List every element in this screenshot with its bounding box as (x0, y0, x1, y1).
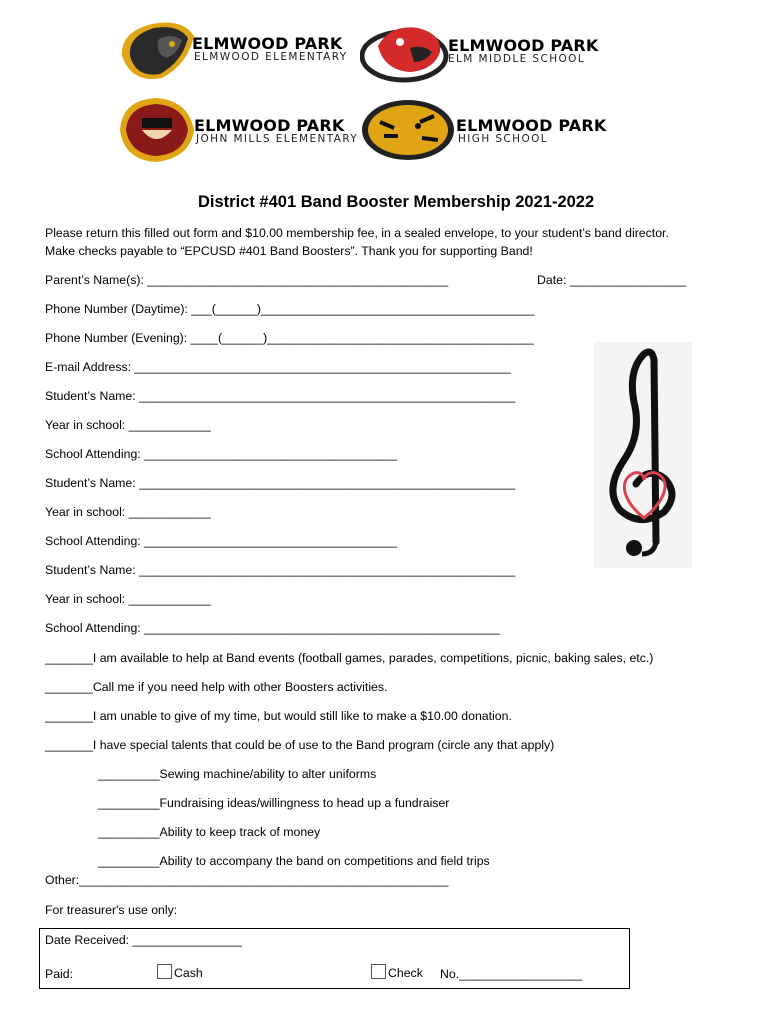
school-attending-field-1[interactable]: School Attending: _____________________________________ (45, 447, 398, 461)
option-available-help[interactable]: _______I am available to help at Band events (football games, parades, competitions, picnic, baking sales, etc.) (45, 651, 654, 665)
cash-label: Cash (174, 966, 203, 980)
phone-evening-field[interactable]: Phone Number (Evening): ____(______)_______________________________________ (45, 331, 534, 345)
logo-john-mills-elementary (112, 94, 359, 164)
logo-subtitle: JOHN MILLS ELEMENTARY (196, 133, 359, 145)
talent-fundraising[interactable]: _________Fundraising ideas/willingness to head up a fundraiser (98, 796, 450, 810)
parents-name-field[interactable]: Parent’s Name(s): ____________________________________________ (45, 273, 449, 287)
date-field[interactable]: Date: _________________ (537, 273, 687, 287)
logo-subtitle: ELM MIDDLE SCHOOL (448, 53, 586, 65)
year-in-school-field-2[interactable]: Year in school: ____________ (45, 505, 211, 519)
school-attending-field-2[interactable]: School Attending: _____________________________________ (45, 534, 398, 548)
logo-title: ELMWOOD PARK (456, 116, 607, 135)
talent-sewing[interactable]: _________Sewing machine/ability to alter uniforms (98, 767, 377, 781)
year-in-school-field-1[interactable]: Year in school: ____________ (45, 418, 211, 432)
student-name-field-3[interactable]: Student’s Name: _______________________________________________________ (45, 563, 516, 577)
talent-accompany[interactable]: _________Ability to accompany the band on competitions and field trips (98, 854, 490, 868)
intro-line-1: Please return this filled out form and $10.00 membership fee, in a sealed envelope, to your student’s band director. (45, 226, 669, 240)
treble-clef-heart-icon (594, 342, 692, 568)
logo-elmwood-elementary (112, 14, 352, 84)
treasurer-label: For treasurer's use only: (45, 903, 178, 917)
year-in-school-field-3[interactable]: Year in school: ____________ (45, 592, 211, 606)
cash-checkbox[interactable] (157, 964, 172, 979)
option-donation[interactable]: _______I am unable to give of my time, but would still like to make a $10.00 donation. (45, 709, 512, 723)
school-attending-field-3[interactable]: School Attending: ____________________________________________________ (45, 621, 500, 635)
intro-line-2: Make checks payable to “EPCUSD #401 Band Boosters”. Thank you for supporting Band! (45, 244, 533, 258)
date-received-field[interactable]: Date Received: ________________ (45, 933, 242, 947)
logo-title: ELMWOOD PARK (448, 36, 599, 55)
check-number-field[interactable]: No.__________________ (440, 967, 583, 981)
check-option[interactable] (371, 964, 423, 980)
cash-option[interactable] (157, 964, 203, 980)
logo-title: ELMWOOD PARK (192, 34, 343, 53)
check-label: Check (388, 966, 423, 980)
phone-daytime-field[interactable]: Phone Number (Daytime): ___(______)________________________________________ (45, 302, 535, 316)
form-title: District #401 Band Booster Membership 2021-2022 (198, 193, 595, 211)
logo-title: ELMWOOD PARK (194, 116, 345, 135)
talent-money[interactable]: _________Ability to keep track of money (98, 825, 321, 839)
logo-elm-middle-school (360, 18, 600, 88)
student-name-field-2[interactable]: Student’s Name: _______________________________________________________ (45, 476, 516, 490)
logo-high-school (360, 92, 610, 164)
email-field[interactable]: E-mail Address: _______________________________________________________ (45, 360, 511, 374)
spartan-icon (112, 94, 196, 164)
panther-icon (112, 14, 196, 84)
logo-subtitle: ELMWOOD ELEMENTARY (194, 51, 348, 63)
red-panther-icon (360, 18, 450, 84)
tiger-icon (360, 92, 456, 164)
logo-subtitle: HIGH SCHOOL (458, 133, 549, 145)
other-field[interactable]: Other:______________________________________________________ (45, 873, 449, 887)
option-call-me[interactable]: _______Call me if you need help with other Boosters activities. (45, 680, 388, 694)
paid-label: Paid: (45, 967, 74, 981)
option-special-talents[interactable]: _______I have special talents that could be of use to the Band program (circle any that apply) (45, 738, 555, 752)
student-name-field-1[interactable]: Student’s Name: _______________________________________________________ (45, 389, 516, 403)
check-checkbox[interactable] (371, 964, 386, 979)
